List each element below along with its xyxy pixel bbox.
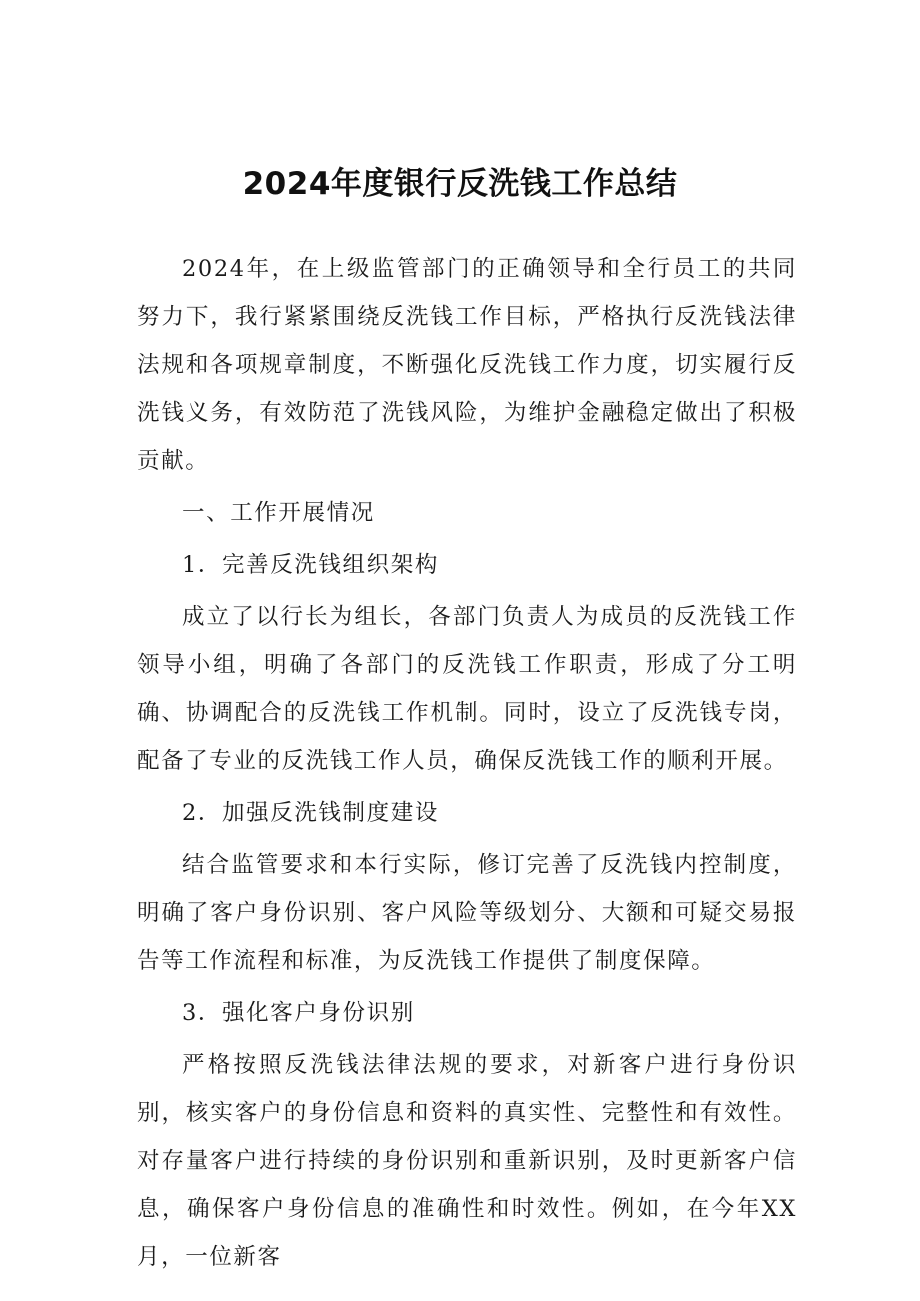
item-paragraph-2: 结合监管要求和本行实际，修订完善了反洗钱内控制度，明确了客户身份识别、客户风险等级划分、大额和可疑交易报告等工作流程和标准，为反洗钱工作提供了制度保障。 [137,852,797,974]
intro-paragraph: 2024年，在上级监管部门的正确领导和全行员工的共同努力下，我行紧紧围绕反洗钱工作目标，严格执行反洗钱法律法规和各项规章制度，不断强化反洗钱工作力度，切实履行反洗钱义务，有效防范了洗钱风险，为维护金融稳定做出了积极贡献。 [137,256,797,474]
item-heading-2: 2．加强反洗钱制度建设 [182,800,439,826]
item-paragraph-1: 成立了以行长为组长，各部门负责人为成员的反洗钱工作领导小组，明确了各部门的反洗钱工作职责，形成了分工明确、协调配合的反洗钱工作机制。同时，设立了反洗钱专岗，配备了专业的反洗钱工作人员，确保反洗钱工作的顺利开展。 [137,604,797,774]
document-title: 2024年度银行反洗钱工作总结 [242,166,678,202]
item-heading-1: 1．完善反洗钱组织架构 [182,552,439,578]
item-paragraph-3: 严格按照反洗钱法律法规的要求，对新客户进行身份识别，核实客户的身份信息和资料的真实性、完整性和有效性。对存量客户进行持续的身份识别和重新识别，及时更新客户信息，确保客户身份信息的准确性和时效性。例如，在今年XX月，一位新客 [137,1052,797,1270]
section-heading: 一、工作开展情况 [182,500,375,526]
document-body [137,245,797,1281]
item-heading-3: 3．强化客户身份识别 [182,1000,415,1026]
